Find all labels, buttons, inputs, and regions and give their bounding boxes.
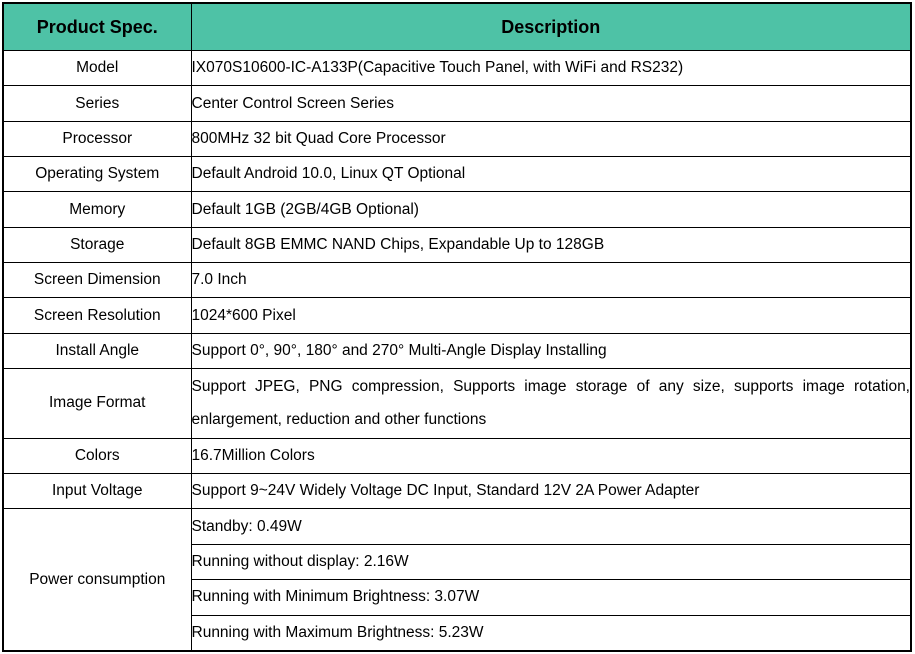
spec-value: 16.7Million Colors	[191, 438, 911, 473]
header-row	[3, 3, 911, 51]
spec-value: Support JPEG, PNG compression, Supports image storage of any size, supports image rotation, enlargement, reduction and other functions	[191, 369, 911, 439]
spec-row-model	[3, 51, 911, 86]
power-item-running-no-display: Running without display: 2.16W	[191, 544, 911, 579]
spec-name: Image Format	[3, 369, 191, 439]
spec-name: Input Voltage	[3, 474, 191, 509]
spec-row-storage	[3, 227, 911, 262]
header-description: Description	[191, 3, 911, 51]
spec-name: Storage	[3, 227, 191, 262]
spec-value: Support 9~24V Widely Voltage DC Input, Standard 12V 2A Power Adapter	[191, 474, 911, 509]
spec-value: 800MHz 32 bit Quad Core Processor	[191, 121, 911, 156]
spec-value: Support 0°, 90°, 180° and 270° Multi-Angle Display Installing	[191, 333, 911, 368]
spec-row-screen-dimension	[3, 263, 911, 298]
spec-name: Operating System	[3, 157, 191, 192]
header-product-spec: Product Spec.	[3, 3, 191, 51]
spec-value: 7.0 Inch	[191, 263, 911, 298]
spec-name: Colors	[3, 438, 191, 473]
spec-row-power-consumption	[3, 509, 911, 544]
spec-value: Center Control Screen Series	[191, 86, 911, 121]
spec-row-processor	[3, 121, 911, 156]
spec-value: Default 1GB (2GB/4GB Optional)	[191, 192, 911, 227]
spec-value: Default Android 10.0, Linux QT Optional	[191, 157, 911, 192]
power-item-standby: Standby: 0.49W	[191, 509, 911, 544]
spec-table	[2, 2, 912, 652]
power-item-max-brightness: Running with Maximum Brightness: 5.23W	[191, 615, 911, 651]
spec-value: Default 8GB EMMC NAND Chips, Expandable Up to 128GB	[191, 227, 911, 262]
spec-name: Model	[3, 51, 191, 86]
spec-row-image-format	[3, 369, 911, 439]
spec-name: Screen Dimension	[3, 263, 191, 298]
spec-name: Processor	[3, 121, 191, 156]
spec-row-operating-system	[3, 157, 911, 192]
spec-name: Screen Resolution	[3, 298, 191, 333]
power-item-min-brightness: Running with Minimum Brightness: 3.07W	[191, 580, 911, 615]
spec-row-input-voltage	[3, 474, 911, 509]
spec-row-memory	[3, 192, 911, 227]
spec-name: Power consumption	[3, 509, 191, 651]
spec-row-install-angle	[3, 333, 911, 368]
spec-row-colors	[3, 438, 911, 473]
spec-value: 1024*600 Pixel	[191, 298, 911, 333]
spec-name: Series	[3, 86, 191, 121]
spec-row-screen-resolution	[3, 298, 911, 333]
spec-value: IX070S10600-IC-A133P(Capacitive Touch Panel, with WiFi and RS232)	[191, 51, 911, 86]
spec-row-series	[3, 86, 911, 121]
spec-name: Memory	[3, 192, 191, 227]
spec-name: Install Angle	[3, 333, 191, 368]
